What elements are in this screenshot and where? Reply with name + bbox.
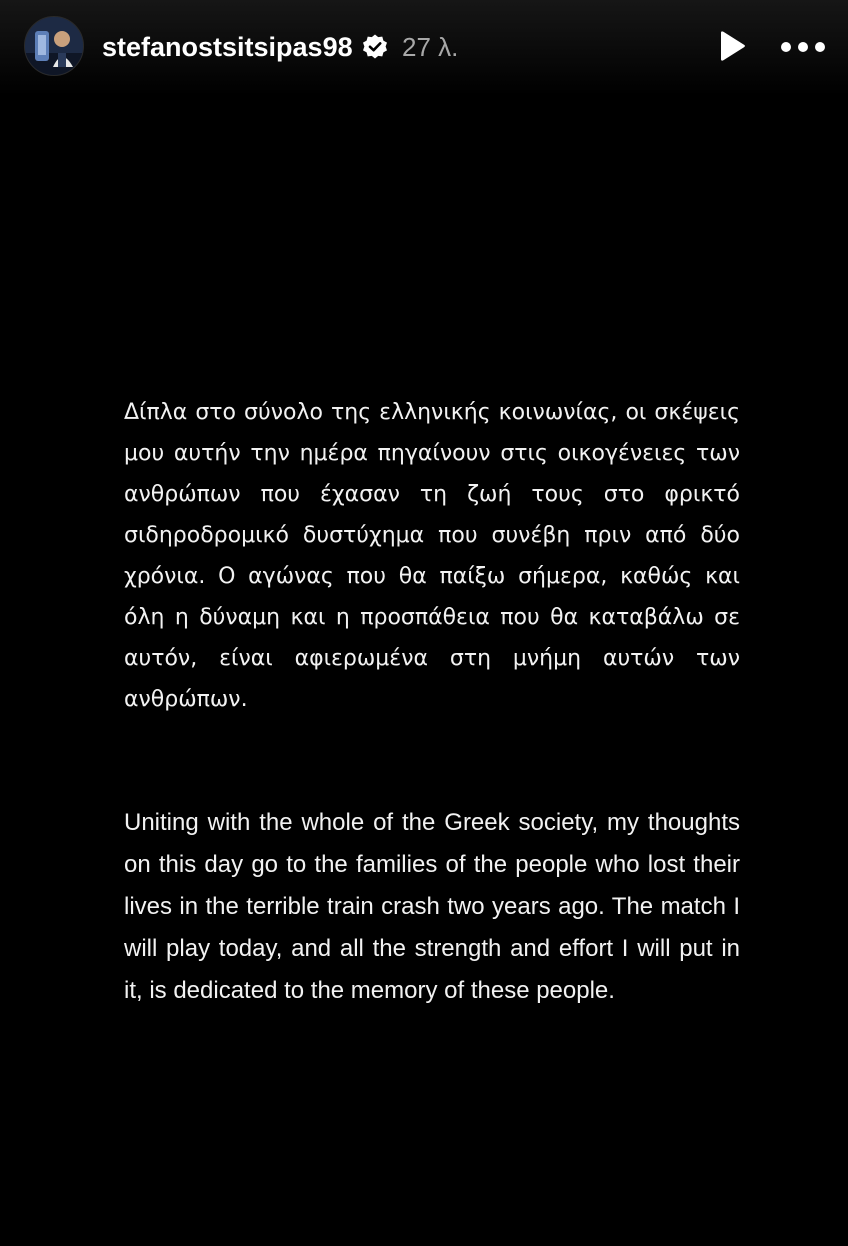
- story-header: [0, 0, 848, 96]
- verified-badge-icon: [361, 33, 389, 61]
- more-horizontal-icon[interactable]: [778, 34, 828, 60]
- greek-message-text: Δίπλα στο σύνολο της ελληνικής κοινωνίας, οι σκέψεις μου αυτήν την ημέρα πηγαίνουν στις οικογένειες των ανθρώπων που έχασαν τη ζωή τους στο φρικτό σιδηροδρομικό δυστύχημα που συνέβη πριν από δύο χρόνια. Ο αγώνας που θα παίξω σήμερα, καθώς και όλη η δύναμη και η προσπάθεια που θα καταβάλω σε αυτόν, είναι αφιερωμένα στη μνήμη αυτών των ανθρώπων.: [124, 400, 740, 712]
- post-time: 27 λ.: [402, 32, 459, 62]
- username[interactable]: stefanostsitsipas98: [102, 32, 353, 62]
- play-icon[interactable]: [712, 28, 750, 66]
- english-message-text: Uniting with the whole of the Greek society, my thoughts on this day go to the families of the people who lost their lives in the terrible train crash two years ago. The match I will play today, and all the strength and effort I will put in it, is dedicated to the memory of these people.: [124, 809, 740, 1004]
- avatar-image-icon: [25, 17, 84, 76]
- avatar[interactable]: [24, 16, 84, 76]
